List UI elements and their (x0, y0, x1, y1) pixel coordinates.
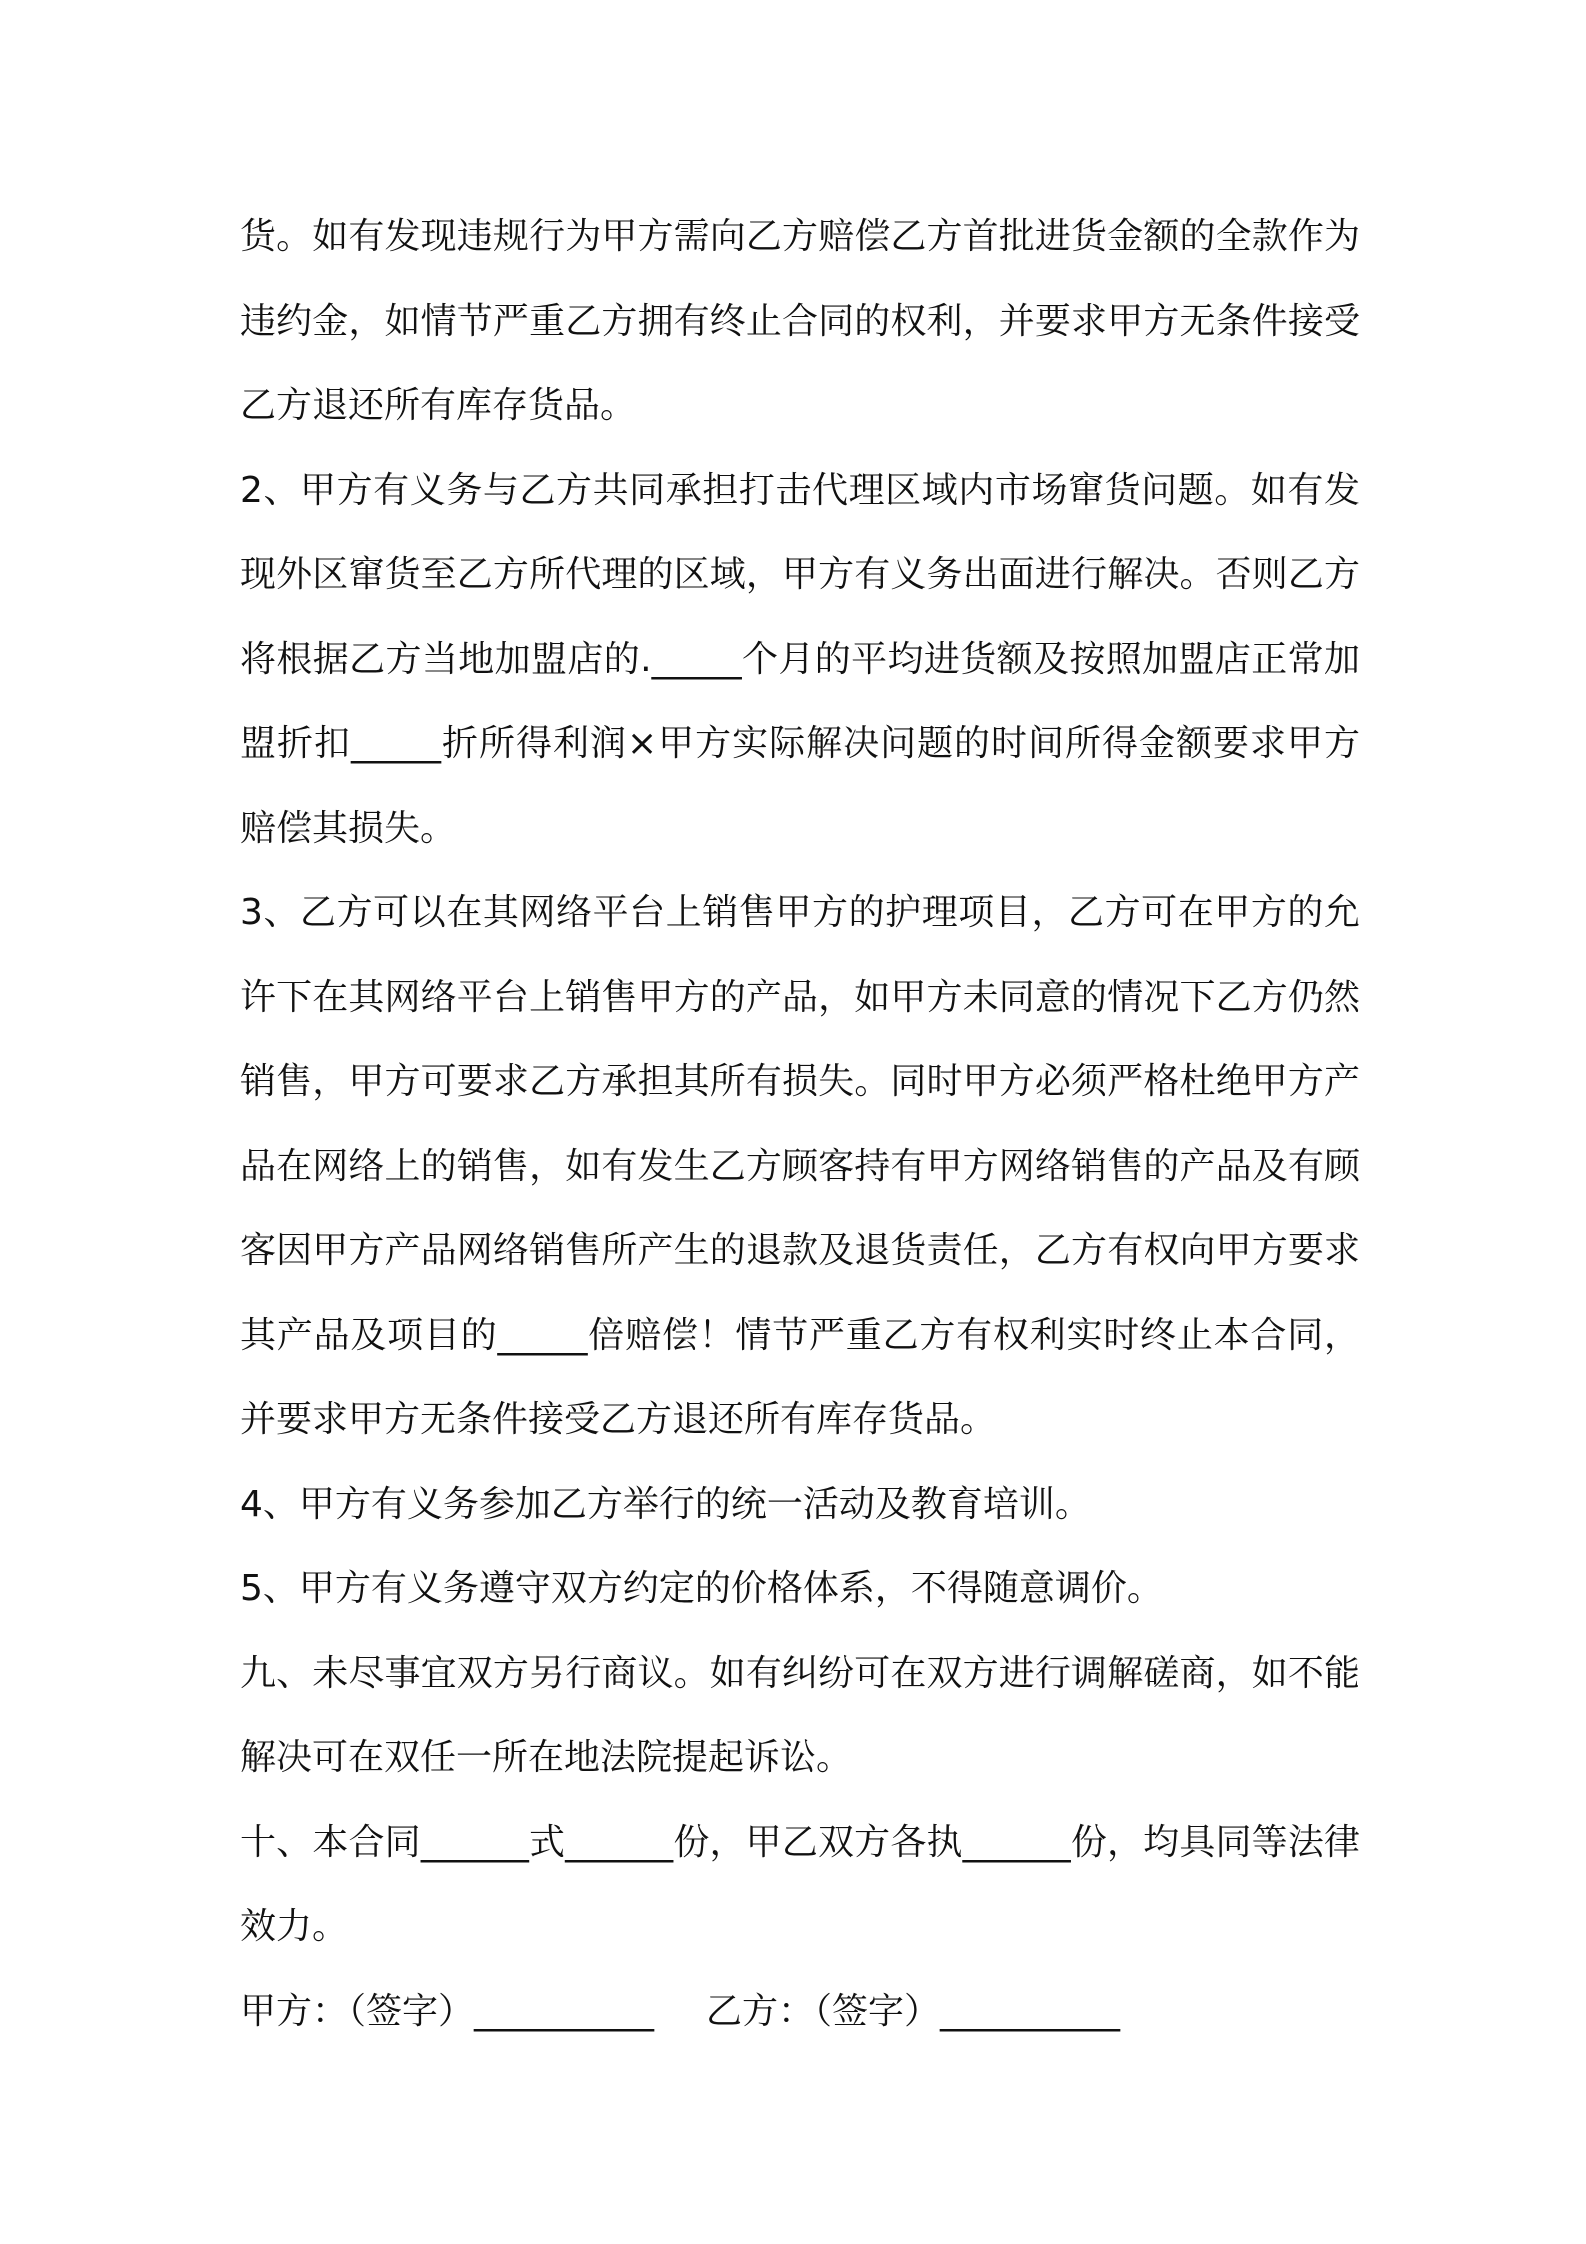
paragraph-clause-4: 4、甲方有义务参加乙方举行的统一活动及教育培训。 (240, 1483, 1091, 1525)
paragraph-clause-3: 3、乙方可以在其网络平台上销售甲方的护理项目，乙方可在甲方的允许下在其网络平台上销售甲方的产品，如甲方未同意的情况下乙方仍然销售，甲方可要求乙方承担其所有损失。同时甲方必须严格杜绝甲方产品在网络上的销售，如有发生乙方顾客持有甲方网络销售的产品及有顾客因甲方产品网络销售所产生的退款及退货责任，乙方有权向甲方要求其产品及项目的_____倍赔偿！情节严重乙方有权利实时终止本合同，并要求甲方无条件接受乙方退还所有库存货品。 (240, 892, 1360, 1440)
paragraph-article-10: 十、本合同______式______份，甲乙双方各执______份，均具同等法律效力。 (240, 1821, 1360, 1947)
signature-row (240, 1970, 1360, 2055)
paragraph-continuation: 货。如有发现违规行为甲方需向乙方赔偿乙方首批进货金额的全款作为违约金，如情节严重乙方拥有终止合同的权利，并要求甲方无条件接受乙方退还所有库存货品。 (240, 216, 1360, 426)
document-body (240, 195, 1360, 2054)
paragraph-clause-5: 5、甲方有义务遵守双方约定的价格体系，不得随意调价。 (240, 1568, 1163, 1609)
party-b-signature-line: 乙方：（签字）__________ (706, 1990, 1121, 2032)
paragraph-clause-2: 2、甲方有义务与乙方共同承担打击代理区域内市场窜货问题。如有发现外区窜货至乙方所代理的区域，甲方有义务出面进行解决。否则乙方将根据乙方当地加盟店的._____个月的平均进货额及按照加盟店正常加盟折扣_____折所得利润×甲方实际解决问题的时间所得金额要求甲方赔偿其损失。 (240, 469, 1360, 849)
party-a-signature-line: 甲方：（签字）__________ (240, 1990, 655, 2032)
paragraph-article-9: 九、未尽事宜双方另行商议。如有纠纷可在双方进行调解磋商，如不能解决可在双任一所在地法院提起诉讼。 (240, 1652, 1360, 1778)
